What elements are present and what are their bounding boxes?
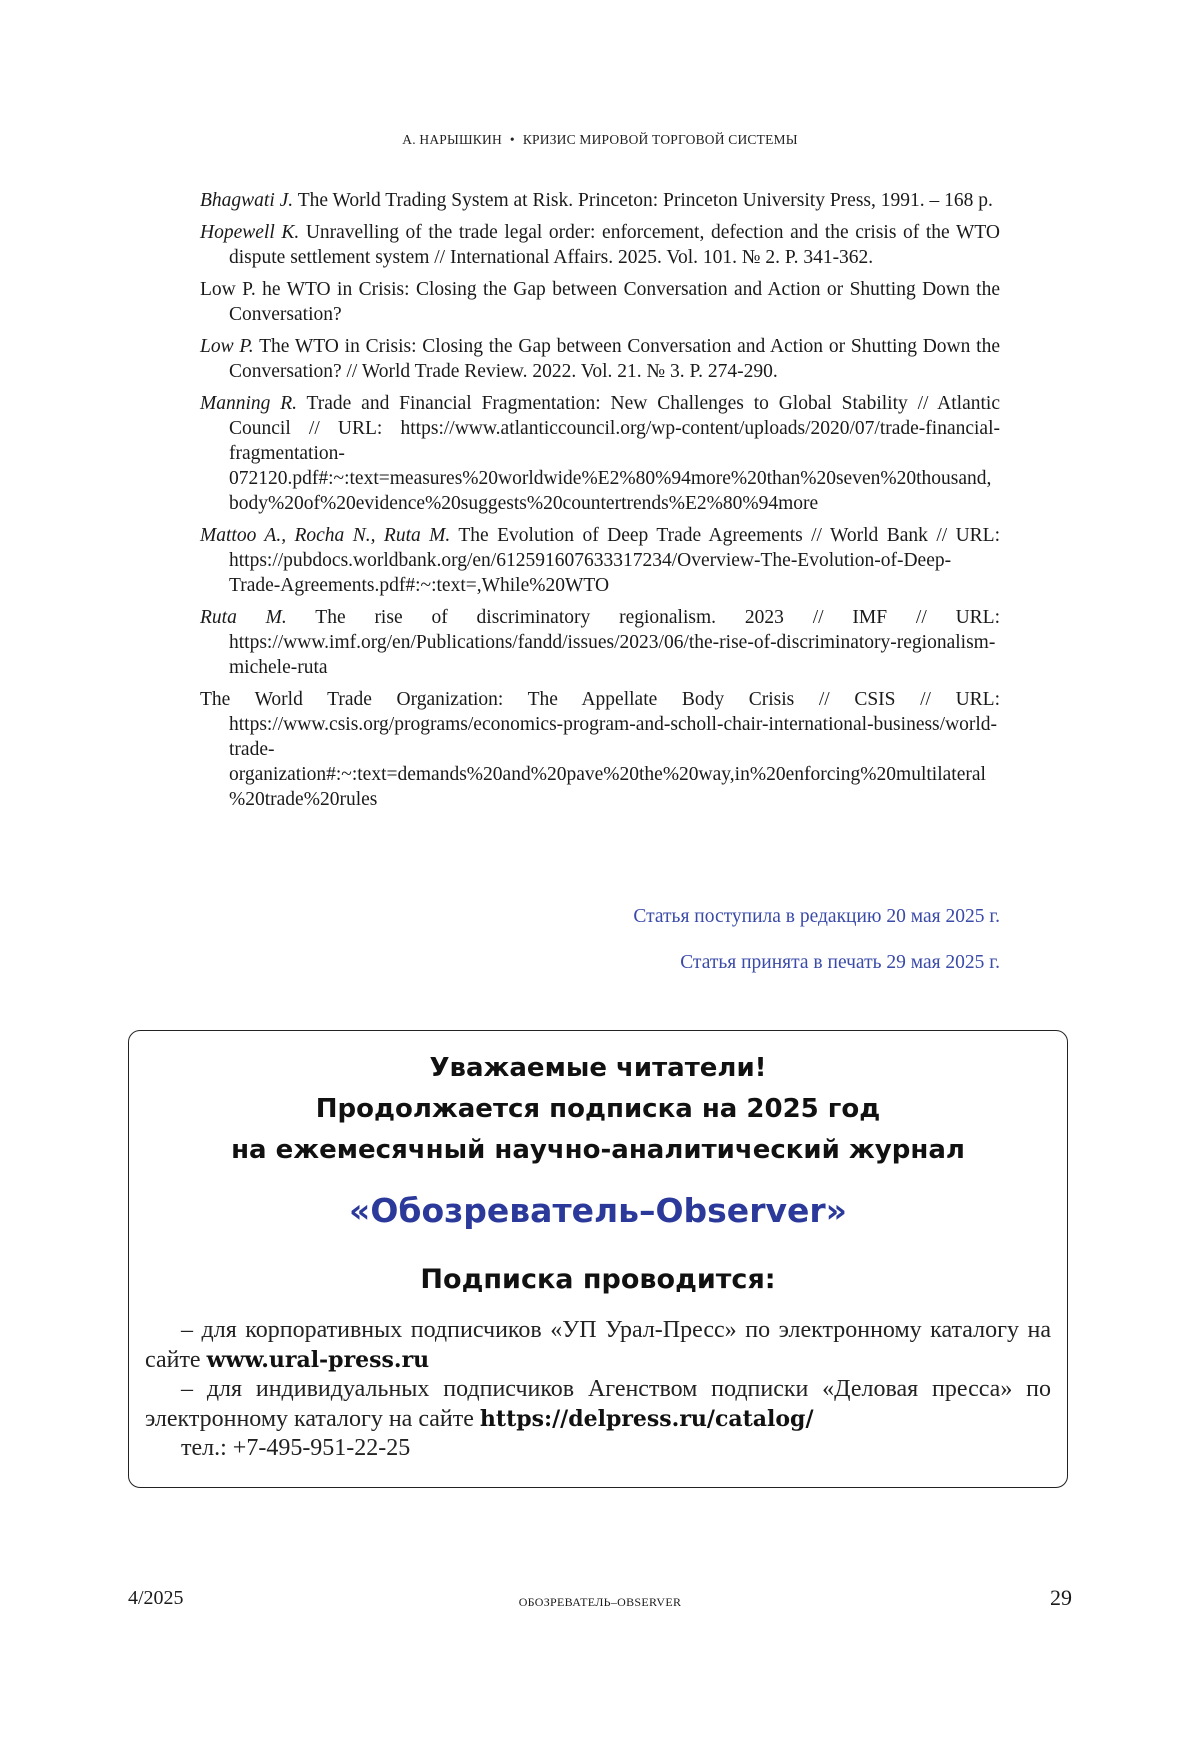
box-body — [145, 1316, 1051, 1464]
references-list — [200, 188, 1000, 819]
reference-item — [200, 220, 1000, 270]
accepted-date: Статья принята в печать 29 мая 2025 г. — [300, 952, 1000, 974]
box-subheading: Подписка проводится: — [129, 1264, 1067, 1295]
subscription-item-text: – для корпоративных подписчиков «УП Урал-Пресс» по электронному каталогу на сайте — [145, 1317, 1051, 1373]
reference-author: Manning R. — [200, 393, 297, 414]
reference-text: The rise of discriminatory regionalism. 2023 // IMF // URL: https://www.imf.org/en/Publications/fandd/issues/2023/06/the-rise-of-discriminatory-regionalism-michele-ruta — [229, 607, 1000, 678]
phone-number: тел.: +7-495-951-22-25 — [145, 1434, 1051, 1464]
footer-journal: ОБОЗРЕВАТЕЛЬ–OBSERVER — [0, 1595, 1200, 1610]
subscription-item-corporate — [145, 1316, 1051, 1375]
reference-item — [200, 605, 1000, 680]
reference-item — [200, 334, 1000, 384]
journal-name: «Обозреватель–Observer» — [129, 1191, 1067, 1230]
header-title: КРИЗИС МИРОВОЙ ТОРГОВОЙ СИСТЕМЫ — [523, 132, 798, 147]
reference-author: Bhagwati J. — [200, 190, 293, 211]
issue-number: 4/2025 — [128, 1587, 184, 1610]
box-greeting: Уважаемые читатели! — [129, 1053, 1067, 1083]
reference-text: The WTO in Crisis: Closing the Gap between Conversation and Action or Shutting Down the Conversation? // World Trade Review. 2022. Vol. 21. № 3. P. 274-290. — [229, 336, 1000, 382]
reference-item — [200, 188, 1000, 213]
delpress-link[interactable]: https://delpress.ru/catalog/ — [480, 1406, 814, 1432]
ural-press-link[interactable]: www.ural-press.ru — [207, 1347, 430, 1373]
subscription-item-individual — [145, 1375, 1051, 1434]
reference-author: Ruta M. — [200, 607, 287, 628]
reference-author: Mattoo A., Rocha N., Ruta M. — [200, 525, 450, 546]
running-header — [0, 132, 1200, 148]
reference-item — [200, 523, 1000, 598]
reference-text: Unravelling of the trade legal order: enforcement, defection and the crisis of the WTO dispute settlement system // International Affairs. 2025. Vol. 101. № 2. P. 341-362. — [229, 222, 1000, 268]
reference-text: The World Trading System at Risk. Princeton: Princeton University Press, 1991. – 168 p. — [293, 190, 993, 211]
subscription-item-text: – для индивидуальных подписчиков Агенством подписки «Деловая пресса» по электронному каталогу на сайте — [145, 1376, 1051, 1432]
reference-author: Hopewell K. — [200, 222, 299, 243]
reference-text: Low P. he WTO in Crisis: Closing the Gap between Conversation and Action or Shutting Down the Conversation? — [200, 279, 1000, 325]
reference-item — [200, 687, 1000, 812]
page-number: 29 — [1050, 1585, 1072, 1611]
header-separator: • — [510, 132, 515, 147]
header-author: А. НАРЫШКИН — [402, 132, 502, 147]
box-subscription-line: Продолжается подписка на 2025 год — [129, 1094, 1067, 1124]
subscription-box — [128, 1030, 1068, 1488]
received-date: Статья поступила в редакцию 20 мая 2025 г. — [300, 906, 1000, 928]
box-journal-description: на ежемесячный научно-аналитический журнал — [129, 1135, 1067, 1165]
reference-text: The World Trade Organization: The Appellate Body Crisis // CSIS // URL: https://www.csis.org/programs/economics-program-and-scholl-chair-international-business/world-trade-organization#:~:text=demands%20and%20pave%20the%20way,in%20enforcing%20multilateral%20trade%20rules — [200, 689, 1000, 810]
reference-author: Low P. — [200, 336, 254, 357]
reference-item — [200, 277, 1000, 327]
reference-item — [200, 391, 1000, 516]
reference-text: The Evolution of Deep Trade Agreements // World Bank // URL: https://pubdocs.worldbank.org/en/612591607633317234/Overview-The-Evolution-of-Deep-Trade-Agreements.pdf#:~:text=,While%20WTO — [229, 525, 1000, 596]
reference-text: Trade and Financial Fragmentation: New Challenges to Global Stability // Atlantic Council // URL: https://www.atlanticcouncil.org/wp-content/uploads/2020/07/trade-financial-fragmentation-072120.pdf#:~:text=measures%20worldwide%E2%80%94more%20than%20seven%20thousand,body%20of%20evidence%20suggests%20countertrends%E2%80%94more — [229, 393, 1000, 514]
